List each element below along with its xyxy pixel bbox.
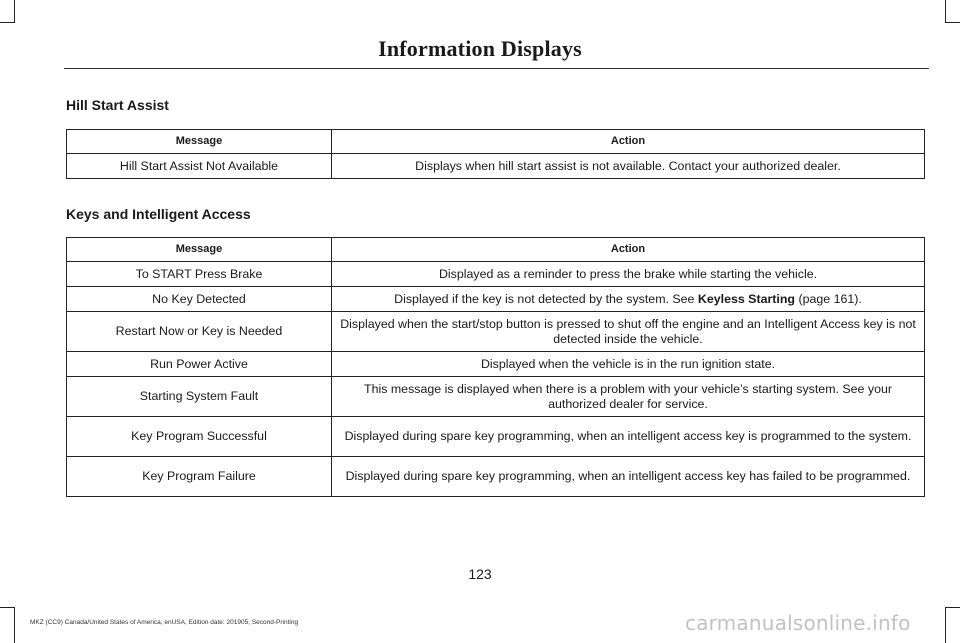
action-cell: Displayed during spare key programming, when an intelligent access key is programmed to the system. xyxy=(332,417,925,457)
message-cell: Starting System Fault xyxy=(67,377,332,417)
edition-footer: MKZ (CC9) Canada/United States of America, enUSA, Edition date: 201905, Second-Printing xyxy=(30,619,299,626)
column-header-message: Message xyxy=(67,130,332,154)
crop-mark-top-right-v xyxy=(945,0,946,22)
message-cell: To START Press Brake xyxy=(67,262,332,287)
table-row xyxy=(67,154,925,179)
crop-mark-bottom-left-v xyxy=(14,607,15,643)
column-header-action: Action xyxy=(332,130,925,154)
column-header-action: Action xyxy=(332,238,925,262)
crop-mark-bottom-left-h xyxy=(0,607,15,608)
action-cell: Displayed as a reminder to press the brake while starting the vehicle. xyxy=(332,262,925,287)
table-row xyxy=(67,312,925,352)
column-header-message: Message xyxy=(67,238,332,262)
watermark: carmanualsonline.info xyxy=(685,611,911,635)
crop-mark-top-left-h xyxy=(0,22,15,23)
table-row xyxy=(67,352,925,377)
action-cell: Displayed when the start/stop button is pressed to shut off the engine and an Intelligent Access key is not detected inside the vehicle. xyxy=(332,312,925,352)
table-header-row xyxy=(67,130,925,154)
action-cell xyxy=(332,287,925,312)
message-cell: No Key Detected xyxy=(67,287,332,312)
crop-mark-bottom-right-v xyxy=(945,607,946,643)
table-row xyxy=(67,262,925,287)
header-rule xyxy=(64,68,929,69)
action-cell: Displays when hill start assist is not available. Contact your authorized dealer. xyxy=(332,154,925,179)
crop-mark-top-left-v xyxy=(14,0,15,22)
table-row xyxy=(67,377,925,417)
action-cell: Displayed when the vehicle is in the run ignition state. xyxy=(332,352,925,377)
crop-mark-bottom-right-h xyxy=(945,607,960,608)
page-number: 123 xyxy=(468,566,492,582)
table-row xyxy=(67,417,925,457)
action-text: Displayed if the key is not detected by the system. See xyxy=(394,291,698,306)
section-title-keys-intelligent-access: Keys and Intelligent Access xyxy=(66,206,251,222)
keys-intelligent-access-table xyxy=(66,237,925,497)
page-reference: (page 161). xyxy=(795,291,862,306)
message-cell: Hill Start Assist Not Available xyxy=(67,154,332,179)
hill-start-assist-table xyxy=(66,129,925,179)
table-row xyxy=(67,457,925,497)
message-cell: Restart Now or Key is Needed xyxy=(67,312,332,352)
message-cell: Key Program Successful xyxy=(67,417,332,457)
cross-reference-link[interactable]: Keyless Starting xyxy=(697,291,795,306)
message-cell: Key Program Failure xyxy=(67,457,332,497)
message-cell: Run Power Active xyxy=(67,352,332,377)
page-header-title: Information Displays xyxy=(378,36,582,61)
table-row xyxy=(67,287,925,312)
table-header-row xyxy=(67,238,925,262)
section-title-hill-start-assist: Hill Start Assist xyxy=(66,97,169,113)
action-cell: This message is displayed when there is a problem with your vehicle’s starting system. See your authorized dealer for service. xyxy=(332,377,925,417)
crop-mark-top-right-h xyxy=(945,22,960,23)
action-cell: Displayed during spare key programming, when an intelligent access key has failed to be programmed. xyxy=(332,457,925,497)
